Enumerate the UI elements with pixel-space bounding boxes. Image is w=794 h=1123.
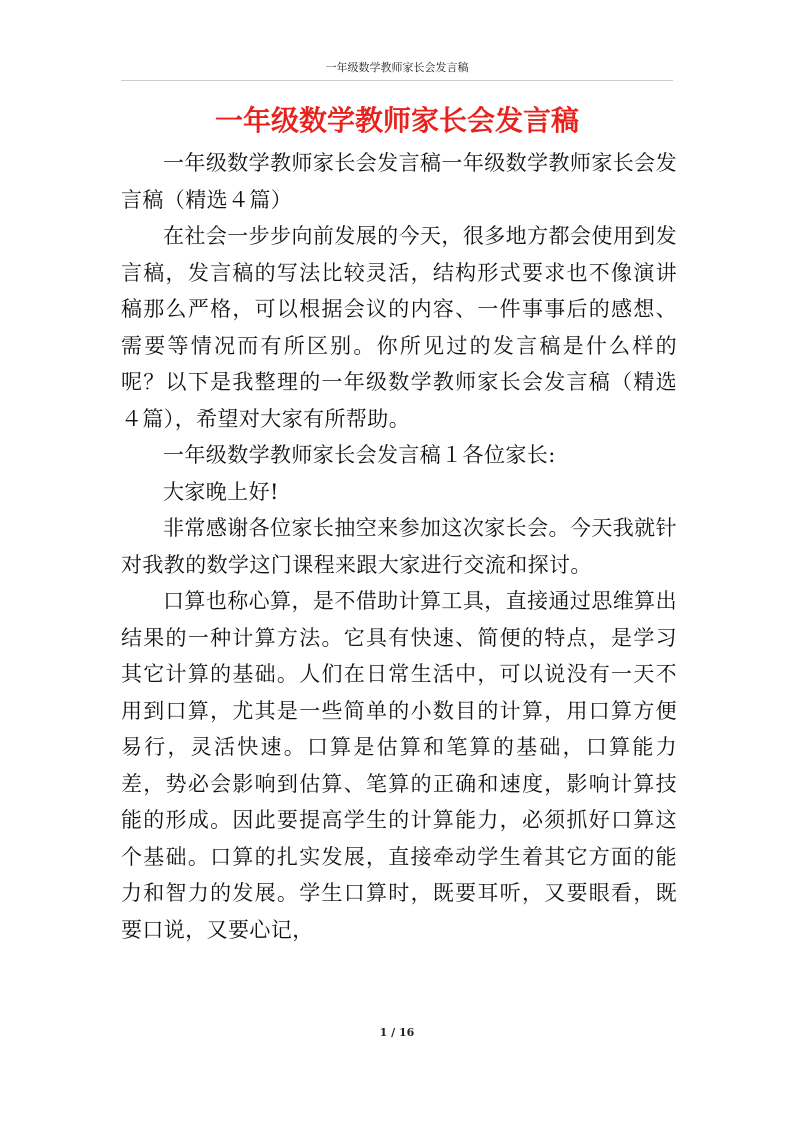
running-header: 一年级数学教师家长会发言稿	[325, 61, 469, 74]
page-number: 1 / 16	[379, 1026, 415, 1039]
paragraph-speech-heading: 一年级数学教师家长会发言稿１各位家长:	[163, 443, 556, 467]
paragraph-thanks: 非常感谢各位家长抽空来参加这次家长会。今天我就针对我教的数学这门课程来跟大家进行交流和探讨。	[121, 516, 677, 577]
paragraph-greeting: 大家晚上好!	[163, 479, 279, 504]
paragraph-intro: 一年级数学教师家长会发言稿一年级数学教师家长会发言稿（精选４篇）	[121, 151, 677, 212]
header-divider	[121, 80, 673, 81]
paragraph-context: 在社会一步步向前发展的今天，很多地方都会使用到发言稿，发言稿的写法比较灵活，结构形式要求也不像演讲稿那么严格，可以根据会议的内容、一件事事后的感想、需要等情况而有所区别。你所见过的发言稿是什么样的呢？以下是我整理的一年级数学教师家长会发言稿（精选４篇），希望对大家有所帮助。	[121, 224, 677, 431]
document-body	[121, 145, 677, 948]
paragraph-mental-arithmetic: 口算也称心算，是不借助计算工具，直接通过思维算出结果的一种计算方法。它具有快速、简便的特点，是学习其它计算的基础。人们在日常生活中，可以说没有一天不用到口算，尤其是一些简单的小数目的计算，用口算方便易行，灵活快速。口算是估算和笔算的基础，口算能力差，势必会影响到估算、笔算的正确和速度，影响计算技能的形成。因此要提高学生的计算能力，必须抓好口算这个基础。口算的扎实发展，直接牵动学生着其它方面的能力和智力的发展。学生口算时，既要耳听，又要眼看，既要口说，又要心记，	[121, 589, 677, 942]
document-title: 一年级数学教师家长会发言稿	[214, 104, 579, 137]
